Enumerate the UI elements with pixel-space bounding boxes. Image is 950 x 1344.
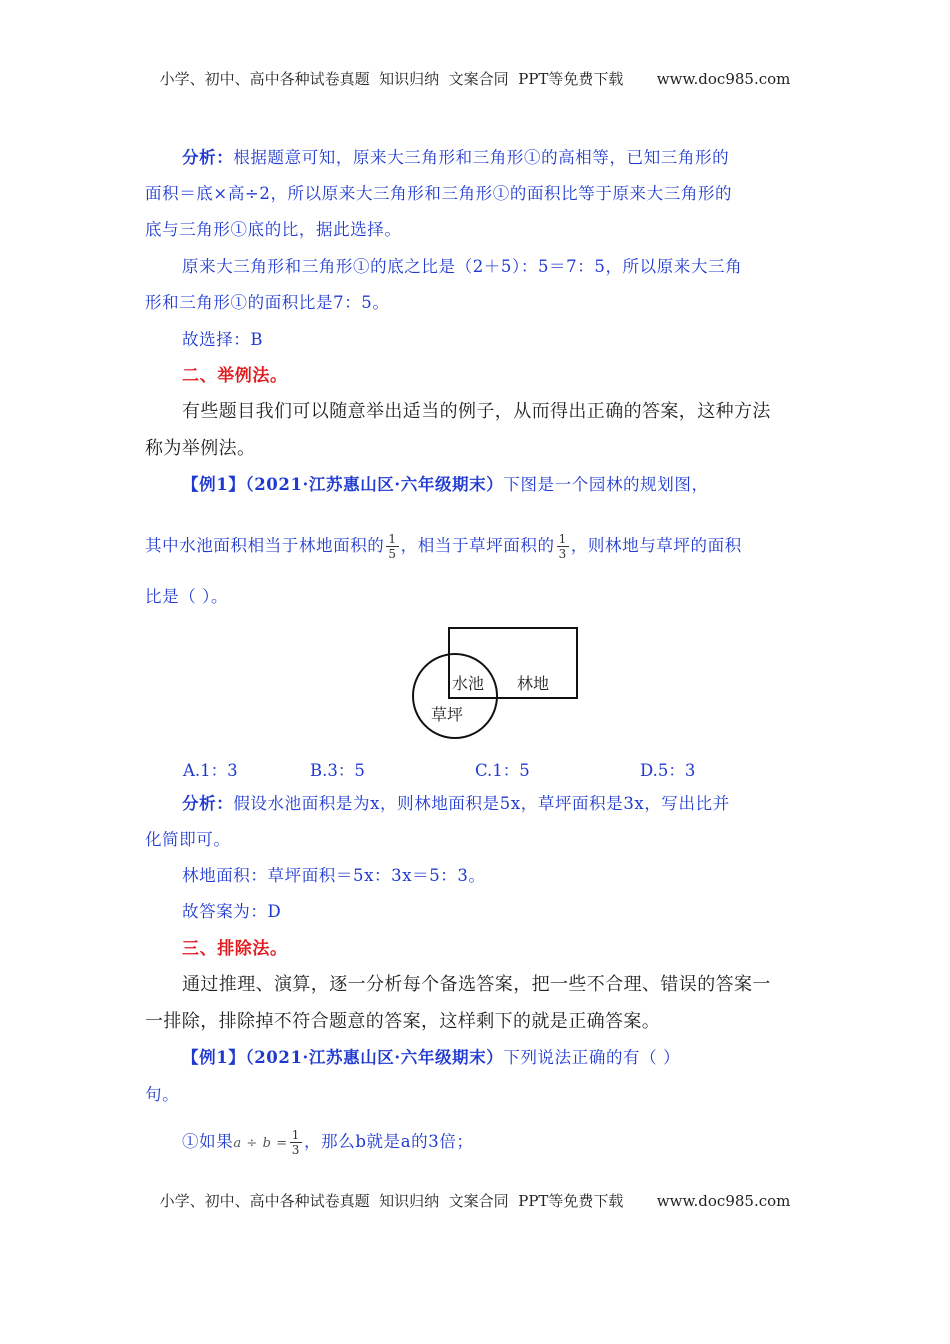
option-d: D.5：3	[640, 761, 696, 780]
option-b: B.3：5	[310, 761, 365, 780]
label-grass: 草坪	[431, 705, 464, 724]
page-footer: 小学、初中、高中各种试卷真题 知识归纳 文案合同 PPT等免费下载 www.doc985.com	[159, 1192, 791, 1210]
example-tag-2: 【例1】（2021·江苏惠山区·六年级期末）	[182, 1048, 504, 1067]
example-2-header: 【例1】（2021·江苏惠山区·六年级期末）下列说法正确的有（ ）	[182, 1048, 681, 1067]
analysis-line-2: 面积＝底×高÷2，所以原来大三角形和三角形①的面积比等于原来大三角形的	[145, 184, 733, 203]
example-1-answer: 故答案为：D	[182, 902, 282, 921]
example-1-analysis-1: 分析：假设水池面积是为x，则林地面积是5x，草坪面积是3x，写出比并	[182, 794, 730, 813]
analysis-label-2: 分析：	[182, 794, 234, 813]
analysis-line-3: 底与三角形①底的比，据此选择。	[145, 220, 402, 239]
section-2-desc-2: 称为举例法。	[145, 438, 256, 459]
answer-line: 故选择：B	[182, 330, 264, 349]
label-pool: 水池	[452, 674, 485, 693]
math-expression: a ÷ b =	[233, 1136, 288, 1151]
example-1-analysis-2: 化简即可。	[145, 830, 231, 849]
fraction-one-third: $\frac{1}{3}$	[558, 532, 567, 561]
grass-circle	[413, 654, 497, 738]
analysis-line-1: 分析：根据题意可知，原来大三角形和三角形①的高相等，已知三角形的	[182, 148, 730, 167]
section-3-desc-2: 一排除，排除掉不符合题意的答案，这样剩下的就是正确答案。	[145, 1011, 661, 1032]
garden-plan-diagram	[405, 620, 590, 745]
section-2-title: 二、举例法。	[182, 366, 288, 386]
option-a: A.1：3	[183, 761, 238, 780]
example-tag: 【例1】（2021·江苏惠山区·六年级期末）	[182, 475, 504, 494]
fraction-one-fifth: $\frac{1}{5}$	[388, 532, 397, 561]
fraction-one-third-2: $\frac{1}{3}$	[291, 1128, 301, 1157]
option-c: C.1：5	[475, 761, 530, 780]
section-2-desc-1: 有些题目我们可以随意举出适当的例子，从而得出正确的答案，这种方法	[182, 401, 771, 422]
section-3-desc-1: 通过推理、演算，逐一分析每个备选答案，把一些不合理、错误的答案一	[182, 974, 771, 995]
section-3-title: 三、排除法。	[182, 939, 288, 959]
page-header: 小学、初中、高中各种试卷真题 知识归纳 文案合同 PPT等免费下载 www.doc985.com	[159, 70, 791, 88]
statement-1: ①如果a ÷ b = $\frac{1}{3}$ ，那么b就是a的3倍；	[182, 1128, 474, 1157]
label-forest: 林地	[517, 674, 550, 693]
example-1-header: 【例1】（2021·江苏惠山区·六年级期末）下图是一个园林的规划图，	[182, 475, 709, 494]
example-1-body: 其中水池面积相当于林地面积的 $\frac{1}{5}$ ，相当于草坪面积的 $\frac{1}{3}$ ，则林地与草坪的面积	[145, 532, 742, 561]
example-2-line-2: 句。	[145, 1085, 180, 1104]
solution-line-1: 原来大三角形和三角形①的底之比是（2＋5）：5＝7：5，所以原来大三角	[182, 257, 743, 276]
example-1-solution: 林地面积：草坪面积＝5x：3x＝5：3。	[182, 866, 486, 885]
solution-line-2: 形和三角形①的面积比是7：5。	[145, 293, 390, 312]
analysis-label: 分析：	[182, 148, 234, 167]
example-1-blank: 比是（ ）。	[145, 587, 229, 606]
